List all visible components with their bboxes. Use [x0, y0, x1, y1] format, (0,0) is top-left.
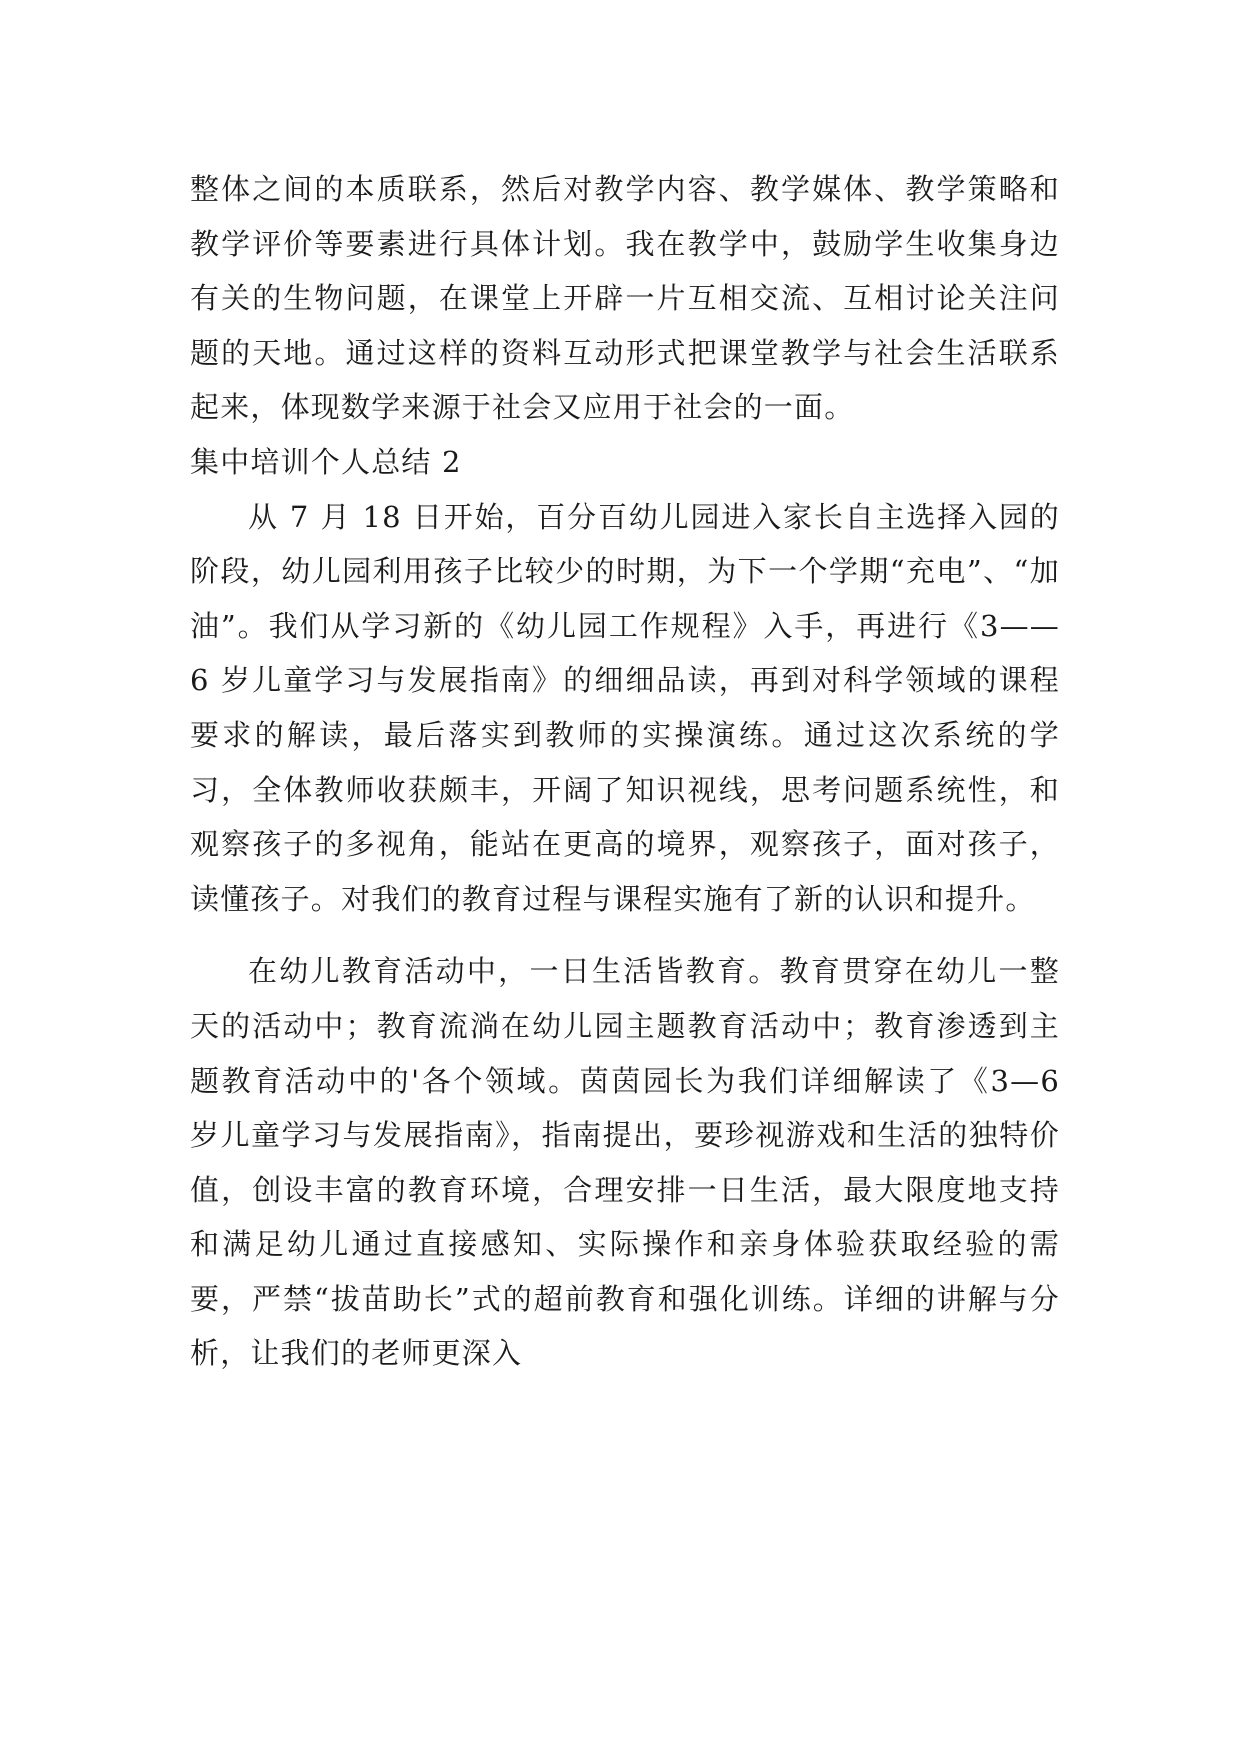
paragraph: 在幼儿教育活动中，一日生活皆教育。教育贯穿在幼儿一整天的活动中；教育流淌在幼儿园主题教育活动中；教育渗透到主题教育活动中的'各个领域。茵茵园长为我们详细解读了《3—6 岁儿童学习与发展指南》，指南提出，要珍视游戏和生活的独特价值，创设丰富的教育环境，合理安排一日生活，最大限度地支持和满足幼儿通过直接感知、实际操作和亲身体验获取经验的需要，严禁“拔苗助长”式的超前教育和强化训练。详细的讲解与分析，让我们的老师更深入	[190, 954, 1060, 1371]
document-body	[190, 162, 1060, 1381]
section-heading: 集中培训个人总结 2	[190, 444, 462, 479]
paragraph-spacer	[190, 926, 1060, 944]
paragraph: 从 7 月 18 日开始，百分百幼儿园进入家长自主选择入园的阶段，幼儿园利用孩子比较少的时期，为下一个学期“充电”、“加油”。我们从学习新的《幼儿园工作规程》入手，再进行《3——6 岁儿童学习与发展指南》的细细品读，再到对科学领域的课程要求的解读，最后落实到教师的实操演练。通过这次系统的学习，全体教师收获颇丰，开阔了知识视线，思考问题系统性，和观察孩子的多视角，能站在更高的境界，观察孩子，面对孩子，读懂孩子。对我们的教育过程与课程实施有了新的认识和提升。	[190, 499, 1060, 916]
paragraph-continued: 整体之间的本质联系，然后对教学内容、教学媒体、教学策略和教学评价等要素进行具体计划。我在教学中，鼓励学生收集身边有关的生物问题，在课堂上开辟一片互相交流、互相讨论关注问题的天地。通过这样的资料互动形式把课堂教学与社会生活联系起来，体现数学来源于社会又应用于社会的一面。	[190, 172, 1060, 425]
